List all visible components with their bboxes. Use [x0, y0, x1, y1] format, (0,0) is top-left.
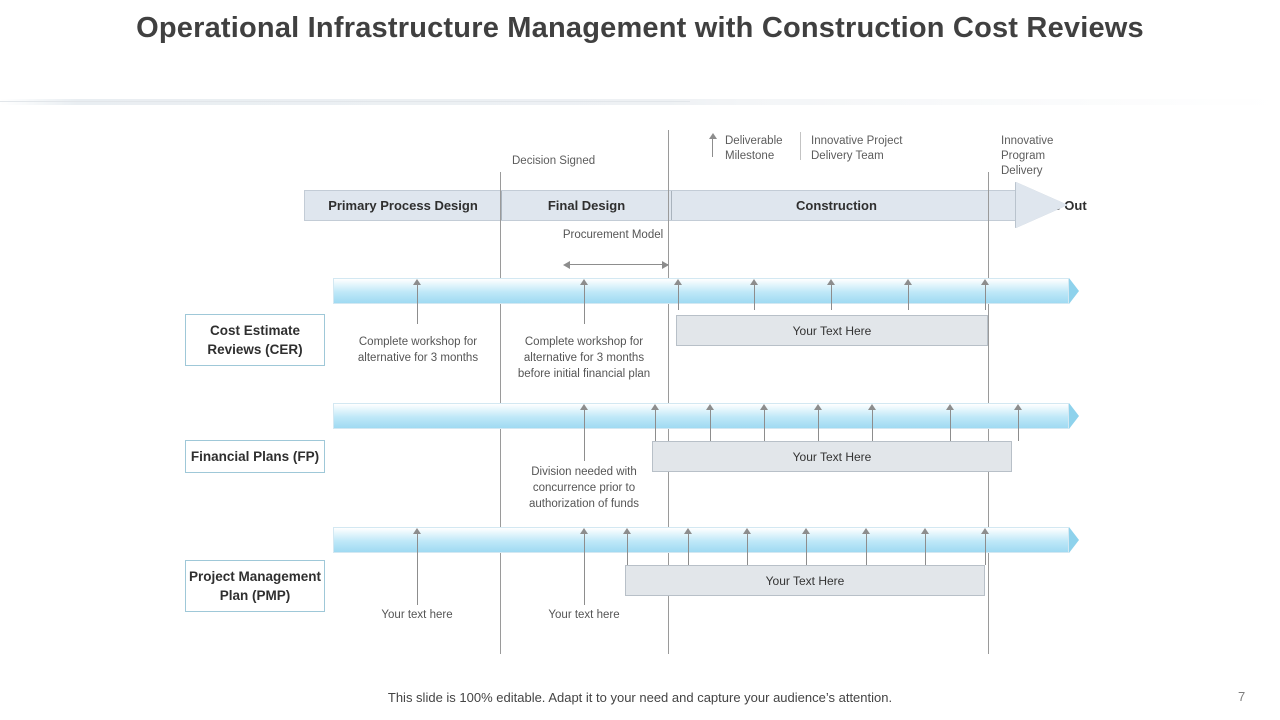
cer-tick-7	[985, 284, 986, 310]
pmp-tick-6-arrow-icon	[802, 528, 810, 534]
phase-primary-process-design[interactable]: Primary Process Design	[328, 198, 478, 213]
cer-tick-3-arrow-icon	[674, 279, 682, 285]
pmp-tick-1-arrow-icon	[413, 528, 421, 534]
fp-tick-1-arrow-icon	[580, 404, 588, 410]
cer-tick-4	[754, 284, 755, 310]
lane-label-project-management-plan: Project Management Plan (PMP)	[185, 560, 325, 612]
lane-financial-plans	[333, 403, 1069, 429]
phase-construction[interactable]: Construction	[671, 191, 1001, 220]
pmp-tick-3-arrow-icon	[623, 528, 631, 534]
title-divider	[0, 99, 1280, 105]
lane-label-cost-estimate-reviews: Cost Estimate Reviews (CER)	[185, 314, 325, 366]
cer-tick-6	[908, 284, 909, 310]
fp-tick-8	[1018, 409, 1019, 441]
pmp-note-2: Your text here	[548, 609, 620, 621]
cer-tick-3	[678, 284, 679, 310]
pmp-tick-9-arrow-icon	[981, 528, 989, 534]
pmp-tick-8-arrow-icon	[921, 528, 929, 534]
fp-text-box[interactable]: Your Text Here	[652, 441, 1012, 472]
procurement-model-arrow-line	[568, 264, 668, 265]
fp-tick-5	[818, 409, 819, 441]
marker-label-deliverable-milestone: Deliverable Milestone	[725, 135, 783, 162]
marker-label-decision-signed: Decision Signed	[512, 155, 596, 167]
fp-tick-7-arrow-icon	[946, 404, 954, 410]
pmp-tick-6	[806, 533, 807, 565]
pmp-tick-4	[688, 533, 689, 565]
cer-tick-2	[584, 284, 585, 324]
lane-cost-estimate-reviews	[333, 278, 1069, 304]
marker-label-innovative-project-delivery-team: Innovative Project Delivery Team	[811, 135, 903, 162]
cer-tick-5	[831, 284, 832, 310]
fp-tick-5-arrow-icon	[814, 404, 822, 410]
pmp-tick-1	[417, 533, 418, 605]
fp-tick-6	[872, 409, 873, 441]
cer-tick-6-arrow-icon	[904, 279, 912, 285]
legend-divider	[800, 132, 801, 160]
fp-tick-3	[710, 409, 711, 441]
deliverable-milestone-arrow-icon	[709, 133, 717, 139]
pmp-tick-5	[747, 533, 748, 565]
pmp-tick-3	[627, 533, 628, 565]
cer-tick-1	[417, 284, 418, 324]
lane-pmp-arrowhead-icon	[1069, 527, 1079, 553]
pmp-tick-4-arrow-icon	[684, 528, 692, 534]
fp-tick-4	[764, 409, 765, 441]
cer-tick-7-arrow-icon	[981, 279, 989, 285]
cer-tick-5-arrow-icon	[827, 279, 835, 285]
fp-tick-2	[655, 409, 656, 441]
pmp-tick-9	[985, 533, 986, 565]
lane-cer-arrowhead-icon	[1069, 278, 1079, 304]
cer-tick-1-arrow-icon	[413, 279, 421, 285]
procurement-model-label: Procurement Model	[562, 229, 664, 241]
fp-note-1: Division needed with concurrence prior to authorization of funds	[529, 466, 639, 510]
lane-fp-arrowhead-icon	[1069, 403, 1079, 429]
fp-tick-2-arrow-icon	[651, 404, 659, 410]
pmp-tick-7-arrow-icon	[862, 528, 870, 534]
cer-tick-2-arrow-icon	[580, 279, 588, 285]
page-number: 7	[1238, 689, 1246, 704]
lane-project-management-plan	[333, 527, 1069, 553]
deliverable-milestone-stem	[712, 139, 713, 157]
phase-final-design[interactable]: Final Design	[501, 191, 671, 220]
fp-tick-7	[950, 409, 951, 441]
fp-tick-8-arrow-icon	[1014, 404, 1022, 410]
page-title: Operational Infrastructure Management with Construction Cost Reviews	[136, 12, 1144, 44]
cer-note-1: Complete workshop for alternative for 3 months	[357, 336, 479, 364]
lane-label-financial-plans: Financial Plans (FP)	[185, 440, 325, 473]
procurement-model-right-arrow-icon	[662, 261, 669, 269]
phase-close-out[interactable]: Close Out	[1025, 198, 1087, 213]
pmp-tick-7	[866, 533, 867, 565]
fp-tick-3-arrow-icon	[706, 404, 714, 410]
marker-label-innovative-program-delivery: Innovative Program Delivery	[1001, 135, 1054, 177]
fp-tick-6-arrow-icon	[868, 404, 876, 410]
pmp-tick-5-arrow-icon	[743, 528, 751, 534]
pmp-tick-8	[925, 533, 926, 565]
pmp-note-1: Your text here	[381, 609, 453, 621]
pmp-text-box[interactable]: Your Text Here	[625, 565, 985, 596]
footer-note: This slide is 100% editable. Adapt it to your need and capture your audience’s attention.	[387, 690, 893, 705]
fp-tick-1	[584, 409, 585, 461]
phase-bar	[304, 190, 1087, 221]
cer-text-box[interactable]: Your Text Here	[676, 315, 988, 346]
cer-tick-4-arrow-icon	[750, 279, 758, 285]
cer-note-2: Complete workshop for alternative for 3 months before initial financial plan	[517, 336, 651, 380]
procurement-model-left-arrow-icon	[563, 261, 570, 269]
pmp-tick-2	[584, 533, 585, 605]
pmp-tick-2-arrow-icon	[580, 528, 588, 534]
fp-tick-4-arrow-icon	[760, 404, 768, 410]
phase-bar-arrowhead-icon	[1016, 182, 1068, 228]
